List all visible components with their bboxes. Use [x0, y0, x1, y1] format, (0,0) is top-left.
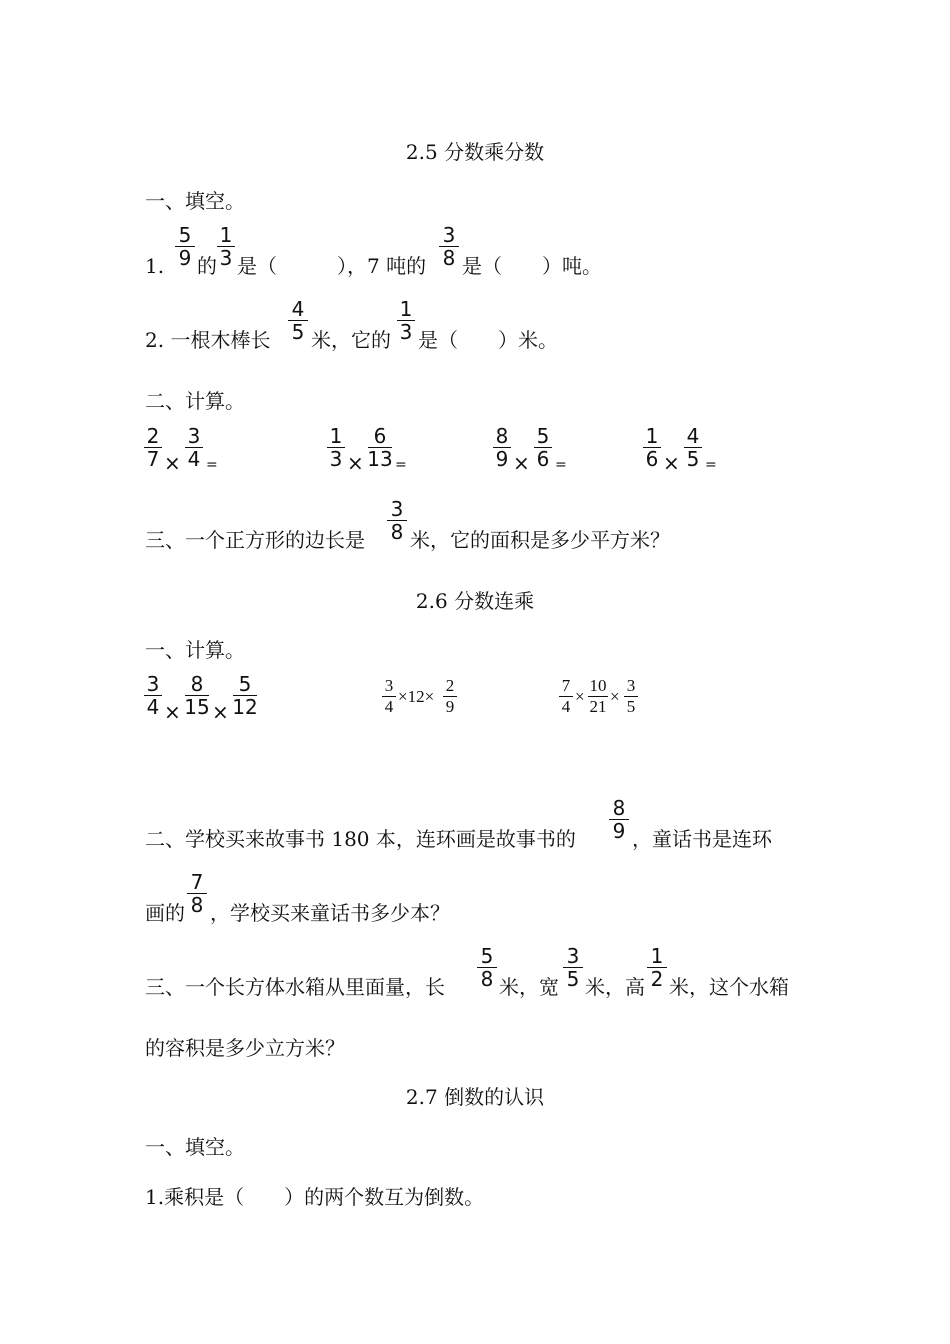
fraction-6-13: 6 13	[367, 424, 393, 471]
q2-text-mid: 米，它的	[311, 328, 391, 352]
fraction-8-9: 8 9	[492, 425, 512, 470]
times-operator: ×	[164, 700, 181, 724]
equals-sign: =	[395, 457, 407, 473]
equals-sign: =	[555, 457, 567, 473]
q1-number: 1.	[145, 254, 165, 278]
problem-2-text-end: ，学校买来童话书多少本？	[210, 901, 450, 925]
heading-fill-blank: 一、填空。	[145, 1135, 245, 1159]
times-operator: ×	[347, 451, 364, 475]
times-operator: ×	[610, 687, 620, 706]
fraction-3-5: 3 5	[623, 676, 639, 717]
fraction-5-9: 5 9	[174, 224, 196, 269]
fraction-8-9: 8 9	[608, 797, 630, 842]
problem-3-text-high: 米，高	[585, 975, 645, 999]
problem-3-text-wide: 米，宽	[499, 975, 559, 999]
fraction-7-4: 7 4	[558, 676, 574, 717]
times-operator: ×	[212, 700, 229, 724]
times-12-times: ×12×	[398, 687, 435, 706]
times-operator: ×	[164, 451, 181, 475]
fraction-1-6: 1 6	[642, 425, 662, 470]
q1-text-mid: 是（ ），7 吨的	[237, 254, 427, 278]
section-title-2-5: 2.5 分数乘分数	[405, 140, 545, 164]
fraction-2-7: 2 7	[143, 425, 163, 470]
fraction-1-3: 1 3	[326, 425, 346, 470]
q2-text-start: 2. 一根木棒长	[145, 328, 271, 352]
fraction-3-4: 3 4	[381, 676, 397, 717]
heading-fill-blank: 一、填空。	[145, 189, 245, 213]
heading-calculate: 一、计算。	[145, 638, 245, 662]
fraction-5-6: 5 6	[533, 425, 553, 470]
fraction-3-5: 3 5	[562, 945, 584, 990]
fraction-4-5: 4 5	[287, 298, 309, 343]
fraction-10-21: 10 21	[589, 676, 607, 716]
fraction-4-5: 4 5	[683, 425, 703, 470]
fraction-1-3: 1 3	[396, 298, 416, 343]
section-title-2-6: 2.6 分数连乘	[415, 589, 535, 613]
problem-2-text-start: 二、学校买来故事书 180 本，连环画是故事书的	[145, 827, 576, 851]
times-operator: ×	[513, 451, 530, 475]
fraction-3-4: 3 4	[143, 673, 163, 718]
problem-3-text-tank: 米，这个水箱	[669, 975, 789, 999]
problem-3-text-line2: 的容积是多少立方米？	[145, 1036, 345, 1060]
equals-sign: =	[206, 457, 218, 473]
fraction-1-2: 1 2	[646, 945, 668, 990]
problem-3-text-end: 米，它的面积是多少平方米？	[410, 528, 670, 552]
fraction-5-12: 5 12	[232, 672, 258, 719]
problem-3-text-start: 三、一个正方形的边长是	[145, 528, 365, 552]
fraction-3-8: 3 8	[438, 224, 460, 269]
fraction-1-3: 1 3	[216, 224, 236, 269]
fraction-3-4: 3 4	[184, 425, 204, 470]
problem-3-text-start: 三、一个长方体水箱从里面量，长	[145, 975, 445, 999]
section-title-2-7: 2.7 倒数的认识	[405, 1085, 545, 1109]
problem-2-text-line2: 画的	[145, 901, 185, 925]
equals-sign: =	[705, 457, 717, 473]
q1-reciprocal: 1.乘积是（ ）的两个数互为倒数。	[145, 1185, 485, 1209]
fraction-3-8: 3 8	[386, 498, 408, 543]
fraction-5-8: 5 8	[476, 945, 498, 990]
q1-text-de: 的	[197, 254, 217, 278]
fraction-2-9: 2 9	[442, 676, 458, 717]
q2-text-end: 是（ ）米。	[418, 328, 558, 352]
heading-calculate: 二、计算。	[145, 389, 245, 413]
problem-2-text-mid: ，童话书是连环	[632, 827, 772, 851]
q1-text-end: 是（ ）吨。	[462, 254, 602, 278]
fraction-7-8: 7 8	[186, 871, 208, 916]
times-operator: ×	[663, 451, 680, 475]
fraction-8-15: 8 15	[184, 672, 210, 719]
times-operator: ×	[575, 687, 585, 706]
